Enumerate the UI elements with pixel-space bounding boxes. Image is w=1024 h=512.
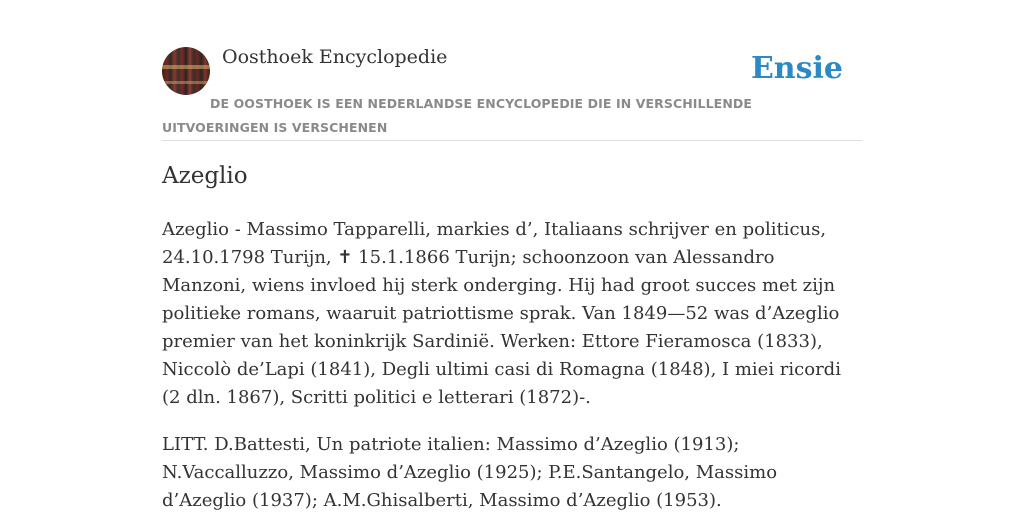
page-container <box>162 44 862 511</box>
encyclopedia-avatar[interactable] <box>162 47 210 95</box>
article-paragraph: Azeglio - Massimo Tapparelli, markies d’, Italiaans schrijver en politicus, 24.10.1798 Turijn, ✝ 15.1.1866 Turijn; schoonzoon van Alessandro Manzoni, wiens invloed hij sterk onderging. Hij had groot succes met zijn politieke romans, waaruit patriottisme sprak. Van 1849—52 was d’Azeglio premier van het koninkrijk Sardinië. Werken: Ettore Fieramosca (1833), Niccolò de’Lapi (1841), Degli ultimi casi di Romagna (1848), I miei ricordi (2 dln. 1867), Scritti politici e letterari (1872)-. <box>162 219 841 408</box>
ensie-logo[interactable]: Ensie <box>750 51 843 86</box>
article-body <box>162 216 862 512</box>
article-title: Azeglio <box>162 163 248 189</box>
site-tagline: DE OOSTHOEK IS EEN NEDERLANDSE ENCYCLOPEDIE DIE IN VERSCHILLENDE UITVOERINGEN IS VERSCHENEN <box>162 96 752 135</box>
site-name-link[interactable]: Oosthoek Encyclopedie <box>222 46 448 68</box>
site-header <box>162 44 862 141</box>
article-paragraph: LITT. D.Battesti, Un patriote italien: Massimo d’Azeglio (1913); N.Vaccalluzzo, Massimo d’Azeglio (1925); P.E.Santangelo, Massimo d’Azeglio (1937); A.M.Ghisalberti, Massimo d’Azeglio (1953). <box>162 434 778 511</box>
